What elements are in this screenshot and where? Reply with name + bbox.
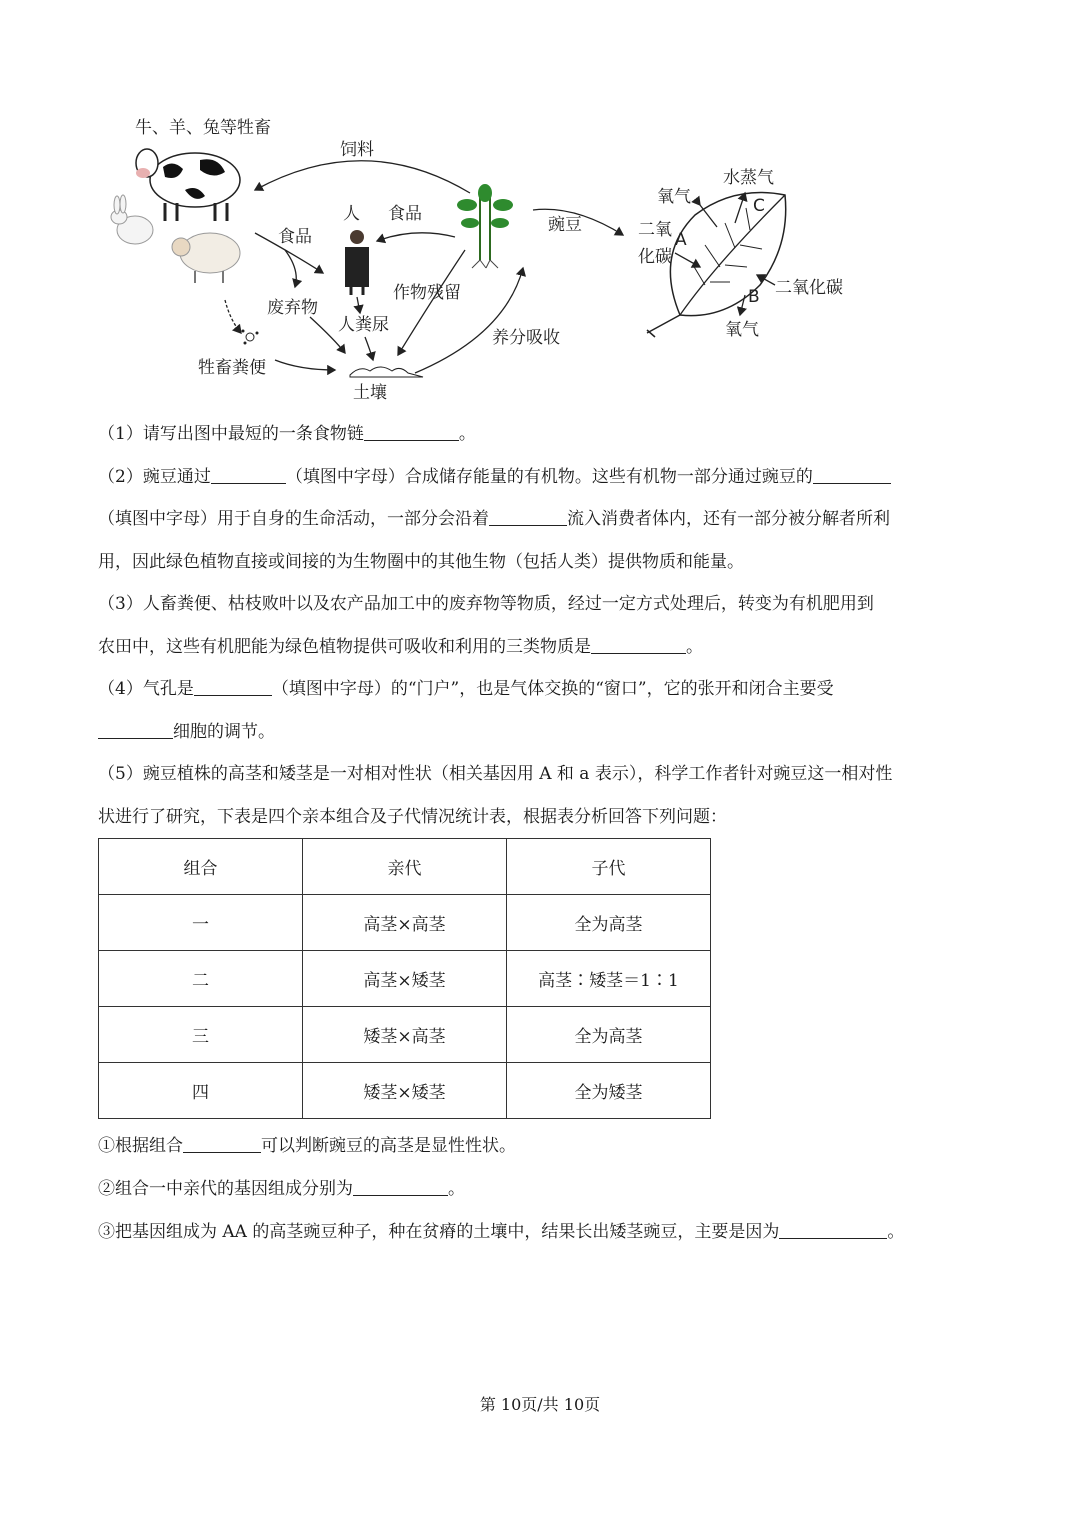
person-image — [345, 230, 369, 295]
c-label: C — [753, 196, 765, 216]
table-row — [99, 1063, 711, 1119]
rabbit-image — [111, 195, 153, 244]
question-2-line-3: 用，因此绿色植物直接或间接的为生物圈中的其他生物（包括人类）提供物质和能量。 — [98, 551, 744, 572]
livestock-manure-label: 牲畜粪便 — [198, 358, 266, 378]
table-row — [99, 1007, 711, 1063]
question-2-line-2: （填图中字母）用于自身的生命活动，一部分会沿着 流入消费者体内，还有一部分被分解者所利 — [98, 498, 983, 541]
table-cell: 高茎∶矮茎＝1∶1 — [507, 951, 711, 1007]
genetics-table — [98, 838, 711, 1119]
co2-right-label: 二氧化碳 — [775, 278, 843, 298]
answer-blank-s2[interactable] — [353, 1175, 448, 1196]
question-2-line-1: （2）豌豆通过 （填图中字母）合成储存能量的有机物。这些有机物一部分通过豌豆的 — [98, 456, 983, 499]
question-5-line-2: 状进行了研究，下表是四个亲本组合及子代情况统计表，根据表分析回答下列问题： — [98, 806, 727, 827]
question-1: （1）请写出图中最短的一条食物链 。 — [98, 413, 983, 456]
table-cell: 一 — [99, 895, 303, 951]
feed-label: 饲料 — [340, 140, 374, 160]
answer-blank-q2-c[interactable] — [489, 505, 567, 526]
oxygen-top-label: 氧气 — [657, 187, 691, 207]
soil-label: 土壤 — [353, 383, 387, 403]
question-4-line-2: 细胞的调节。 — [98, 711, 983, 754]
sub-questions-block — [98, 1125, 998, 1254]
table-header-cell: 亲代 — [303, 839, 507, 895]
dung-icon — [242, 330, 259, 345]
waste-label: 废弃物 — [267, 298, 318, 318]
table-cell: 矮茎×高茎 — [303, 1007, 507, 1063]
table-cell: 全为高茎 — [507, 895, 711, 951]
table-cell: 全为高茎 — [507, 1007, 711, 1063]
sub-question-3: ③把基因组成为 AA 的高茎豌豆种子，种在贫瘠的土壤中，结果长出矮茎豌豆，主要是因为 。 — [98, 1211, 998, 1254]
question-4-line-1: （4）气孔是 （填图中字母）的“门户”，也是气体交换的“窗口”，它的张开和闭合主要受 — [98, 668, 983, 711]
table-cell: 矮茎×矮茎 — [303, 1063, 507, 1119]
oxygen-bottom-label: 氧气 — [725, 320, 759, 340]
answer-blank-q4-b[interactable] — [98, 718, 173, 739]
table-cell: 四 — [99, 1063, 303, 1119]
answer-blank-q2-b[interactable] — [813, 463, 891, 484]
answer-blank-q3[interactable] — [591, 633, 686, 654]
answer-blank-s3[interactable] — [779, 1218, 887, 1239]
absorb-label: 养分吸收 — [492, 328, 560, 348]
cow-image — [136, 149, 240, 221]
question-5-line-1: （5）豌豆植株的高茎和矮茎是一对相对性状（相关基因用 A 和 a 表示），科学工作者针对豌豆这一相对性 — [98, 764, 893, 784]
pea-label: 豌豆 — [548, 215, 582, 235]
plant-image — [457, 184, 513, 268]
question-3-line-1: （3）人畜粪便、枯枝败叶以及农产品加工中的废弃物等物质，经过一定方式处理后，转变为有机肥用到 — [98, 594, 874, 614]
answer-blank-q2-a[interactable] — [211, 463, 286, 484]
food-livestock-label: 食品 — [278, 227, 312, 247]
table-row — [99, 951, 711, 1007]
human-manure-label: 人粪尿 — [338, 315, 389, 335]
sheep-image — [172, 233, 240, 283]
sub-question-1: ①根据组合 可以判断豌豆的高茎是显性性状。 — [98, 1125, 998, 1168]
answer-blank-q1[interactable] — [364, 420, 459, 441]
crop-residue-label: 作物残留 — [393, 283, 461, 303]
b-label: B — [748, 287, 760, 307]
food-human-label: 食品 — [388, 204, 422, 224]
sub-question-2: ②组合一中亲代的基因组成分别为 。 — [98, 1168, 998, 1211]
table-cell: 三 — [99, 1007, 303, 1063]
co2-left-label-1: 二氧 — [638, 220, 672, 240]
diagram-svg — [95, 105, 875, 410]
ecosystem-diagram — [95, 105, 875, 410]
table-cell: 全为矮茎 — [507, 1063, 711, 1119]
answer-blank-q4-a[interactable] — [194, 675, 272, 696]
table-cell: 高茎×高茎 — [303, 895, 507, 951]
table-header-cell: 组合 — [99, 839, 303, 895]
a-label: A — [675, 230, 687, 250]
co2-left-label-2: 化碳 — [638, 247, 672, 267]
question-3-line-2: 农田中，这些有机肥能为绿色植物提供可吸收和利用的三类物质是 。 — [98, 626, 983, 669]
table-cell: 高茎×矮茎 — [303, 951, 507, 1007]
table-header-cell: 子代 — [507, 839, 711, 895]
questions-block — [98, 413, 983, 838]
person-label: 人 — [343, 204, 360, 224]
livestock-label: 牛、羊、兔等牲畜 — [135, 118, 271, 138]
table-header-row — [99, 839, 711, 895]
water-vapor-label: 水蒸气 — [723, 168, 774, 188]
page-footer: 第 10页/共 10页 — [479, 1395, 601, 1414]
answer-blank-s1[interactable] — [183, 1132, 261, 1153]
table-row — [99, 895, 711, 951]
table-cell: 二 — [99, 951, 303, 1007]
